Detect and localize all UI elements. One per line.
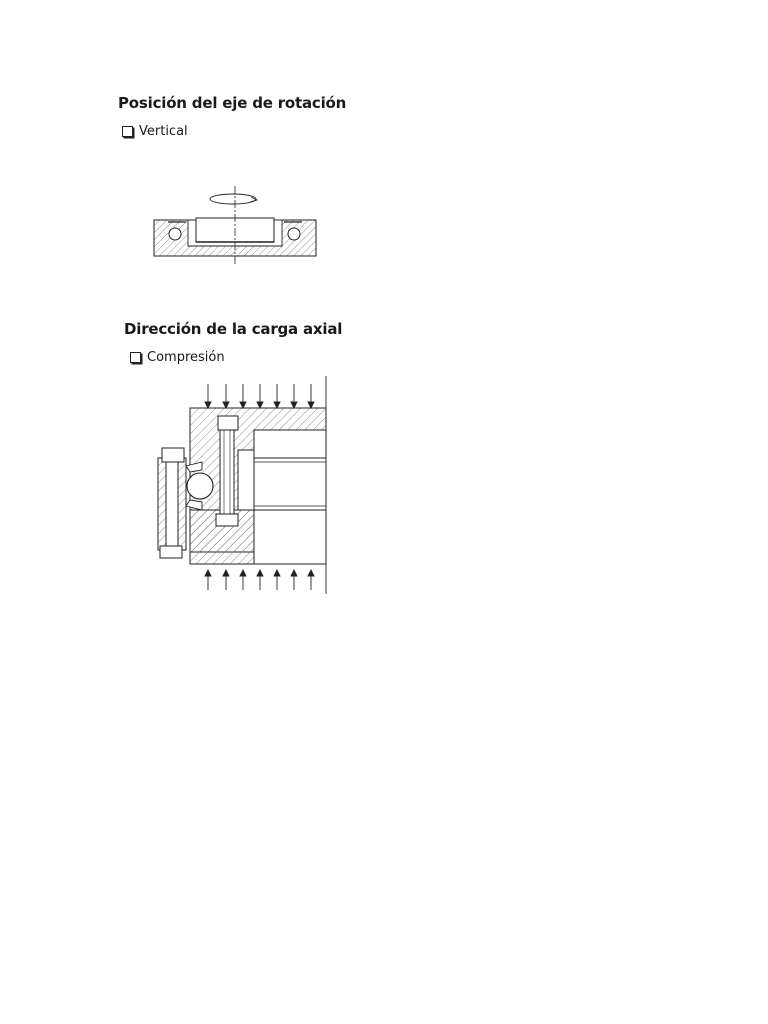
bearing-vertical-axis-diagram [150, 180, 320, 266]
top-load-arrows [205, 384, 314, 408]
option-label: Vertical [139, 124, 188, 139]
option-compression [130, 350, 225, 365]
bottom-load-arrows [205, 570, 314, 590]
section-heading-rotation-axis: Posición del eje de rotación [118, 94, 347, 112]
checkbox-icon [122, 126, 133, 137]
option-label: Compresión [147, 350, 225, 365]
ball-icon [187, 473, 213, 499]
option-vertical [122, 124, 188, 139]
section-heading-axial-load: Dirección de la carga axial [124, 320, 343, 338]
axial-compression-section-diagram [150, 372, 340, 598]
checkbox-icon [130, 352, 141, 363]
rotation-arrow-icon [210, 194, 256, 204]
